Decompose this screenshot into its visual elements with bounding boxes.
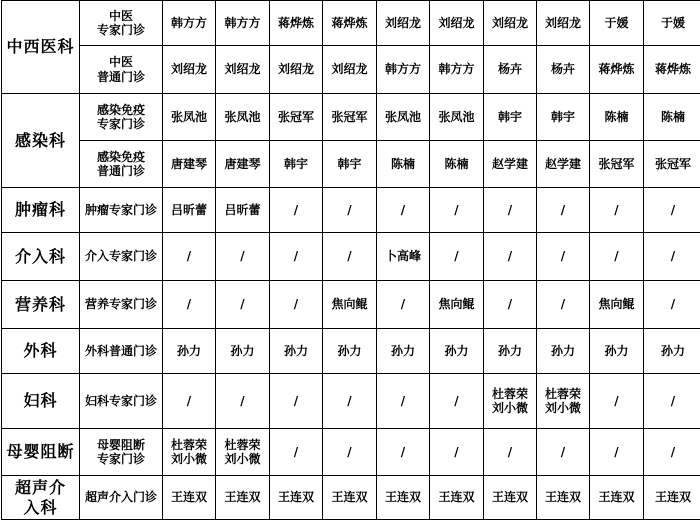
- table-row: [2, 1, 700, 46]
- clinic-cell: 外科普通门诊: [80, 329, 163, 374]
- doctor-cell: 孙力: [430, 329, 484, 374]
- doctor-cell: 王连双: [377, 476, 430, 520]
- clinic-cell: 妇科专家门诊: [80, 374, 163, 429]
- doctor-cell: 王连双: [484, 476, 537, 520]
- clinic-cell: 超声介入门诊: [80, 476, 163, 520]
- doctor-cell: /: [377, 281, 430, 329]
- doctor-cell: /: [430, 233, 484, 281]
- doctor-cell: 韩宇: [484, 94, 537, 141]
- doctor-cell: 孙力: [377, 329, 430, 374]
- doctor-cell: 孙力: [484, 329, 537, 374]
- department-cell: 中西医科: [2, 1, 80, 94]
- doctor-cell: 蒋烨炼: [644, 46, 700, 94]
- department-cell: 肿瘤科: [2, 188, 80, 233]
- doctor-cell: /: [644, 281, 700, 329]
- doctor-cell: /: [270, 429, 323, 476]
- doctor-cell: 卜高峰: [377, 233, 430, 281]
- doctor-cell: 蒋烨炼: [590, 46, 644, 94]
- doctor-cell: 张冠军: [323, 94, 377, 141]
- doctor-cell: 孙力: [537, 329, 590, 374]
- doctor-cell: 焦向鲲: [323, 281, 377, 329]
- doctor-cell: /: [270, 233, 323, 281]
- clinic-cell: 中医 专家门诊: [80, 1, 163, 46]
- doctor-cell: /: [270, 188, 323, 233]
- doctor-cell: /: [323, 188, 377, 233]
- doctor-cell: 杜蓉荣 刘小微: [163, 429, 216, 476]
- schedule-table: [1, 0, 700, 520]
- doctor-cell: /: [430, 374, 484, 429]
- doctor-cell: 张凤池: [216, 94, 270, 141]
- doctor-cell: 杜蓉荣 刘小微: [537, 374, 590, 429]
- doctor-cell: /: [644, 233, 700, 281]
- doctor-cell: 张凤池: [163, 94, 216, 141]
- clinic-cell: 感染免疫 普通门诊: [80, 141, 163, 188]
- doctor-cell: /: [430, 188, 484, 233]
- doctor-cell: 杜蓉荣 刘小微: [216, 429, 270, 476]
- doctor-cell: 焦向鲲: [590, 281, 644, 329]
- doctor-cell: /: [537, 188, 590, 233]
- doctor-cell: 刘绍龙: [430, 1, 484, 46]
- doctor-cell: 韩方方: [377, 46, 430, 94]
- table-row: [2, 374, 700, 429]
- doctor-cell: 张冠军: [270, 94, 323, 141]
- department-cell: 母婴阻断: [2, 429, 80, 476]
- doctor-cell: /: [537, 281, 590, 329]
- schedule-body: [2, 1, 700, 520]
- doctor-cell: 吕昕蕾: [163, 188, 216, 233]
- department-cell: 妇科: [2, 374, 80, 429]
- doctor-cell: 蒋烨炼: [270, 1, 323, 46]
- doctor-cell: 王连双: [163, 476, 216, 520]
- table-row: [2, 46, 700, 94]
- doctor-cell: 孙力: [323, 329, 377, 374]
- doctor-cell: 杨卉: [484, 46, 537, 94]
- doctor-cell: 张凤池: [377, 94, 430, 141]
- doctor-cell: 韩宇: [537, 94, 590, 141]
- doctor-cell: /: [377, 374, 430, 429]
- clinic-cell: 中医 普通门诊: [80, 46, 163, 94]
- table-row: [2, 476, 700, 520]
- department-cell: 介入科: [2, 233, 80, 281]
- doctor-cell: 刘绍龙: [484, 1, 537, 46]
- doctor-cell: 刘绍龙: [163, 46, 216, 94]
- doctor-cell: 王连双: [216, 476, 270, 520]
- doctor-cell: /: [163, 374, 216, 429]
- doctor-cell: 陈楠: [644, 94, 700, 141]
- doctor-cell: 杜蓉荣 刘小微: [484, 374, 537, 429]
- table-row: [2, 188, 700, 233]
- table-row: [2, 141, 700, 188]
- doctor-cell: 刘绍龙: [216, 46, 270, 94]
- doctor-cell: 韩方方: [216, 1, 270, 46]
- doctor-cell: 孙力: [270, 329, 323, 374]
- department-cell: 感染科: [2, 94, 80, 188]
- clinic-cell: 感染免疫 专家门诊: [80, 94, 163, 141]
- table-row: [2, 329, 700, 374]
- doctor-cell: 于媛: [590, 1, 644, 46]
- doctor-cell: /: [216, 233, 270, 281]
- doctor-cell: /: [537, 233, 590, 281]
- doctor-cell: /: [590, 233, 644, 281]
- doctor-cell: 刘绍龙: [537, 1, 590, 46]
- table-row: [2, 233, 700, 281]
- doctor-cell: /: [163, 281, 216, 329]
- doctor-cell: /: [644, 188, 700, 233]
- doctor-cell: 于媛: [644, 1, 700, 46]
- department-cell: 外科: [2, 329, 80, 374]
- doctor-cell: /: [484, 233, 537, 281]
- doctor-cell: 王连双: [537, 476, 590, 520]
- doctor-cell: 刘绍龙: [270, 46, 323, 94]
- table-row: [2, 281, 700, 329]
- doctor-cell: 杨卉: [537, 46, 590, 94]
- doctor-cell: /: [216, 374, 270, 429]
- doctor-cell: /: [590, 188, 644, 233]
- doctor-cell: 陈楠: [377, 141, 430, 188]
- doctor-cell: 张凤池: [430, 94, 484, 141]
- doctor-cell: /: [484, 429, 537, 476]
- doctor-cell: 张冠军: [590, 141, 644, 188]
- doctor-cell: 吕昕蕾: [216, 188, 270, 233]
- clinic-cell: 肿瘤专家门诊: [80, 188, 163, 233]
- doctor-cell: 赵学建: [537, 141, 590, 188]
- doctor-cell: /: [323, 233, 377, 281]
- doctor-cell: /: [270, 281, 323, 329]
- doctor-cell: 唐建琴: [163, 141, 216, 188]
- doctor-cell: /: [216, 281, 270, 329]
- doctor-cell: /: [377, 188, 430, 233]
- clinic-cell: 母婴阻断 专家门诊: [80, 429, 163, 476]
- table-row: [2, 429, 700, 476]
- doctor-cell: 韩方方: [163, 1, 216, 46]
- doctor-cell: 王连双: [590, 476, 644, 520]
- doctor-cell: 王连双: [430, 476, 484, 520]
- doctor-cell: 孙力: [216, 329, 270, 374]
- doctor-cell: /: [377, 429, 430, 476]
- doctor-cell: 蒋烨炼: [323, 1, 377, 46]
- doctor-cell: /: [484, 281, 537, 329]
- doctor-cell: /: [644, 429, 700, 476]
- doctor-cell: /: [590, 429, 644, 476]
- doctor-cell: 王连双: [644, 476, 700, 520]
- doctor-cell: 赵学建: [484, 141, 537, 188]
- clinic-cell: 介入专家门诊: [80, 233, 163, 281]
- table-row: [2, 94, 700, 141]
- doctor-cell: /: [430, 429, 484, 476]
- doctor-cell: 王连双: [323, 476, 377, 520]
- department-cell: 营养科: [2, 281, 80, 329]
- doctor-cell: 韩方方: [430, 46, 484, 94]
- doctor-cell: /: [484, 188, 537, 233]
- department-cell: 超声介 入科: [2, 476, 80, 520]
- doctor-cell: /: [537, 429, 590, 476]
- doctor-cell: /: [270, 374, 323, 429]
- doctor-cell: 韩宇: [323, 141, 377, 188]
- doctor-cell: 孙力: [590, 329, 644, 374]
- doctor-cell: 孙力: [163, 329, 216, 374]
- doctor-cell: 韩宇: [270, 141, 323, 188]
- doctor-cell: 陈楠: [430, 141, 484, 188]
- doctor-cell: 刘绍龙: [323, 46, 377, 94]
- clinic-cell: 营养专家门诊: [80, 281, 163, 329]
- doctor-cell: 刘绍龙: [377, 1, 430, 46]
- doctor-cell: 焦向鲲: [430, 281, 484, 329]
- doctor-cell: 孙力: [644, 329, 700, 374]
- doctor-cell: /: [163, 233, 216, 281]
- doctor-cell: /: [644, 374, 700, 429]
- doctor-cell: /: [323, 429, 377, 476]
- doctor-cell: 王连双: [270, 476, 323, 520]
- doctor-cell: 唐建琴: [216, 141, 270, 188]
- doctor-cell: /: [590, 374, 644, 429]
- doctor-cell: 陈楠: [590, 94, 644, 141]
- doctor-cell: /: [323, 374, 377, 429]
- doctor-cell: 张冠军: [644, 141, 700, 188]
